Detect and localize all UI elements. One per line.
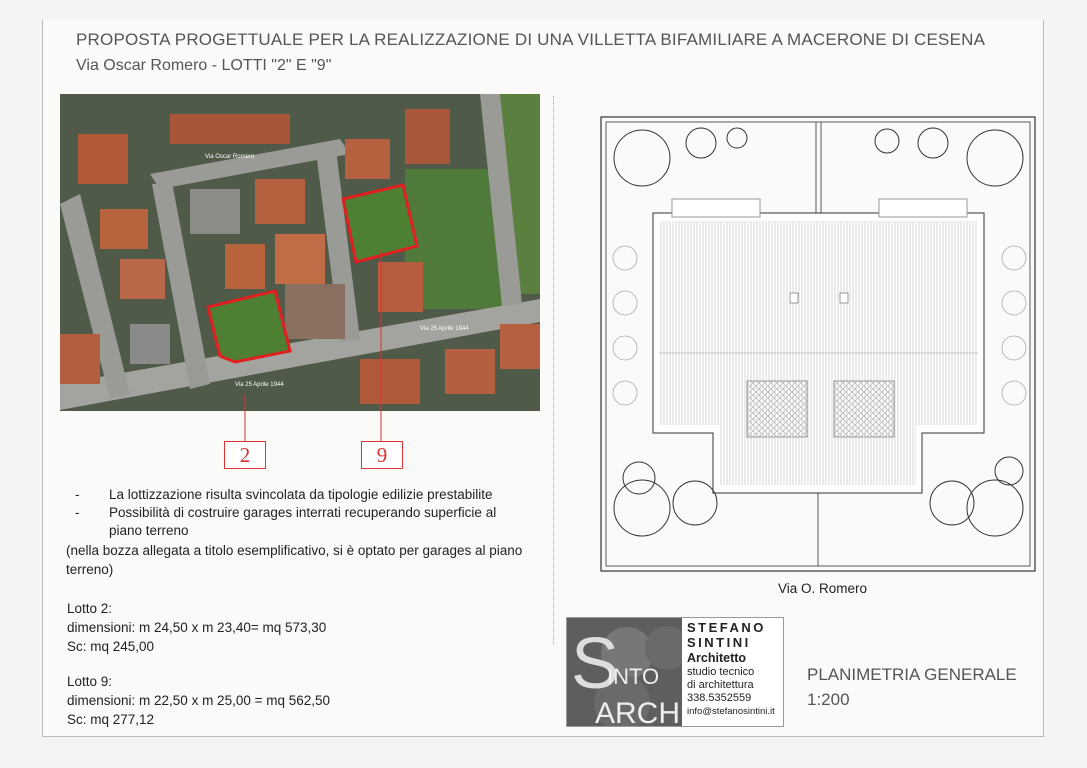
lot-9-callout: 9: [361, 441, 403, 469]
svg-text:INTO: INTO: [607, 664, 660, 689]
logo-text: STEFANO SINTINI Architetto studio tecnico di architettura 338.5352559 info@stefanosintini.it: [687, 620, 775, 717]
drawing-title: PLANIMETRIA GENERALE: [807, 665, 1017, 684]
title-block: [807, 662, 1017, 712]
map-street-label: Via 25 Aprile 1944: [420, 326, 469, 332]
bullet-item: - Possibilità di costruire garages interrati recuperando superficie al piano terreno: [75, 505, 497, 538]
lot-2-title: Lotto 2:: [67, 601, 113, 616]
bullet-item: - La lottizzazione risulta svincolata da tipologie edilizie prestabilite: [75, 487, 493, 502]
lot-9-dims: dimensioni: m 22,50 x m 25,00 = mq 562,50: [67, 693, 331, 708]
lot-2-callout: 2: [224, 441, 266, 469]
site-plan: [597, 113, 1039, 575]
lot-2-dims: dimensioni: m 24,50 x m 23,40= mq 573,30: [67, 620, 327, 635]
drawing-scale: 1:200: [807, 690, 850, 709]
divider: [553, 96, 555, 644]
logo-mark: [567, 618, 682, 726]
page-title: PROPOSTA PROGETTUALE PER LA REALIZZAZIONE DI UNA VILLETTA BIFAMILIARE A MACERONE DI CESENA: [76, 30, 986, 49]
street-label: Via O. Romero: [778, 581, 868, 596]
lot-2-details: [67, 599, 326, 656]
note-text: (nella bozza allegata a titolo esemplificativo, si è optato per garages al piano terreno): [66, 543, 523, 577]
lot-9-title: Lotto 9:: [67, 674, 113, 689]
map-street-label: Via 25 Aprile 1944: [235, 382, 284, 388]
lot-2-sc: Sc: mq 245,00: [67, 639, 155, 654]
svg-text:ARCH: ARCH: [595, 697, 681, 726]
lot-9-details: [67, 672, 330, 729]
architect-logo: [566, 617, 784, 727]
lot-9-sc: Sc: mq 277,12: [67, 712, 155, 727]
map-street-label: Via Oscar Romero: [205, 154, 255, 160]
svg-text:S: S: [571, 624, 620, 704]
bullet-list: [75, 486, 529, 540]
page-subtitle: Via Oscar Romero - LOTTI "2" E "9": [76, 57, 332, 74]
